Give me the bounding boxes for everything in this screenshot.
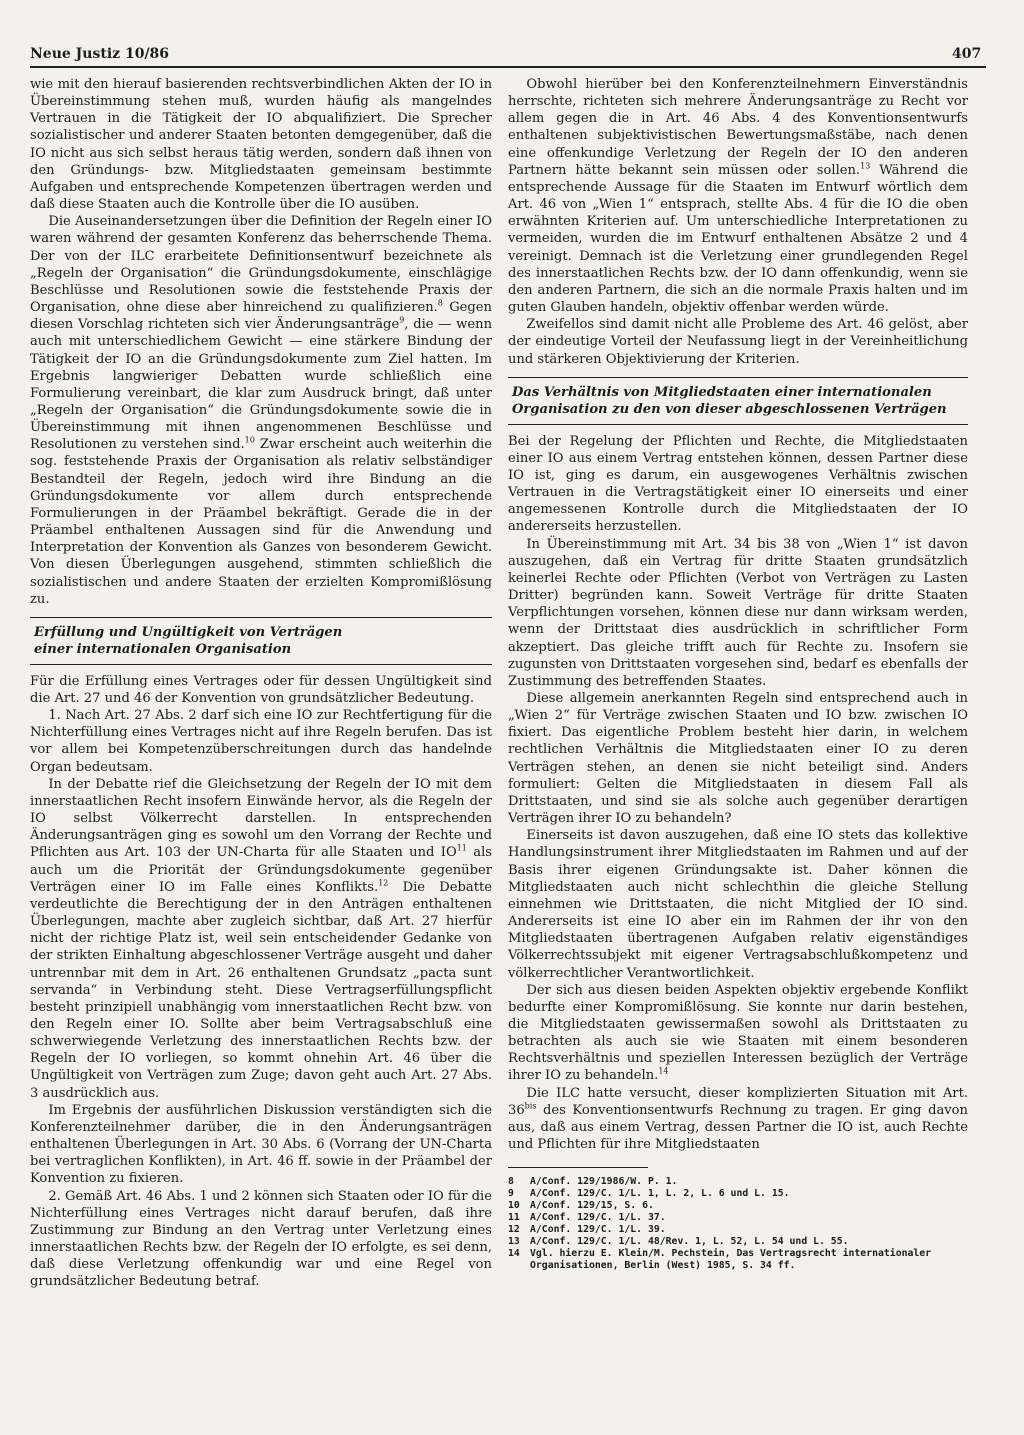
paragraph: Einerseits ist davon auszugehen, daß eine IO stets das kollektive Handlungsinstrument ihrer Mitgliedstaaten im Rahmen und auf der Basis ihrer eigenen Gründungsakte ist. Daher können die Mitgliedstaaten auch nicht schlechthin die gleiche Stellung einnehmen wie Drittstaaten, die nicht Mitglied der IO sind. Andererseits ist eine IO aber ein im Rahmen der ihr von den Mitgliedstaaten übertragenen Aufgaben relativ eigenständiges Völkerrechtssubjekt mit eigener Vertragsabschlußkompetenz und völkerrechtlicher Verantwortlichkeit. (508, 828, 968, 981)
footnote (508, 1188, 968, 1200)
footnote-text: A/Conf. 129/C. 1/L. 1, L. 2, L. 6 und L. 15. (530, 1188, 790, 1200)
text-run: In der Debatte rief die Gleichsetzung der Regeln der IO mit dem innerstaatlichen Recht insofern Einwände hervor, als die Regeln der IO selbst Völkerrecht darstellen. In entsprechenden Änderungsanträgen ging es sowohl um den Vorrang der Rechte und Pflichten aus Art. 103 der UN-Charta für alle Staaten und IO (30, 776, 492, 861)
footnote-ref: 13 (860, 161, 871, 171)
footnotes (508, 1176, 968, 1271)
text-run: Die ILC hatte versucht, dieser komplizierten Situation mit Art. 36 (508, 1085, 968, 1118)
paragraph: Im Ergebnis der ausführlichen Diskussion verständigten sich die Konferenzteilnehmer darüber, die in den Änderungsanträgen enthaltenen Überlegungen in Art. 30 Abs. 6 (Vorrang der UN-Charta bei vertraglichen Konflikten), in Art. 46 ff. sowie in der Präambel der Konvention zu fixieren. (30, 1102, 492, 1187)
footnote-text: A/Conf. 129/15, S. 6. (530, 1200, 654, 1212)
paragraph: wie mit den hierauf basierenden rechtsverbindlichen Akten der IO in Übereinstimmung stehen muß, wurden häufig als mangelndes Vertrauen in die Tätigkeit der IO abqualifiziert. Die Sprecher sozialistischer und anderer Staaten betonten demgegenüber, daß die IO nicht aus sich selbst heraus tätig werden, sondern daß ihnen von den Gründungs- bzw. Mitgliedstaaten gemeinsam bestimmte Aufgaben und entsprechende Kompetenzen übertragen werden und daß diese Staaten auch die Kontrolle über die IO ausüben. (30, 77, 492, 213)
text-run: des Konventionsentwurfs Rechnung zu tragen. Er ging davon aus, daß aus einem Vertrag, dessen Partner die IO ist, auch Rechte und Pflichten für ihre Mitgliedstaaten (508, 1102, 968, 1153)
paragraph: Bei der Regelung der Pflichten und Rechte, die Mitgliedstaaten einer IO aus einem Vertrag entstehen können, dessen Partner diese IO ist, ging es darum, ein ausgewogenes Verhältnis zwischen Vertrauen in die Vertragstätigkeit einer IO einerseits und einer angemessenen Kontrolle durch die Mitgliedstaaten der IO andererseits herzustellen. (508, 433, 968, 535)
footnote (508, 1200, 968, 1212)
footnote-number: 10 (508, 1200, 520, 1212)
text-run: Der sich aus diesen beiden Aspekten objektiv ergebende Konflikt bedurfte einer Kompromißlösung. Sie konnte nur darin bestehen, die Mitgliedstaaten gewissermaßen sowohl als Drittstaaten zu betrachten als auch sie wie Staaten mit einem besonderen Rechtsverhältnis und speziellen Interessen bezüglich der Verträge ihrer IO zu behandeln. (508, 982, 968, 1084)
footnote-ref: 9 (399, 315, 405, 325)
text-run: als auch um die Priorität der Gründungsdokumente gegenüber Verträgen einer IO im Falle eines Konflikts. (30, 845, 492, 895)
footnote (508, 1248, 968, 1272)
footnote-text: A/Conf. 129/1986/W. P. 1. (530, 1176, 678, 1188)
footnote-number: 8 (508, 1176, 514, 1188)
paragraph (508, 1085, 968, 1154)
section-heading (30, 617, 492, 665)
footnote-number: 14 (508, 1247, 520, 1259)
text-run: , die — wenn auch mit unterschiedlichem Gewicht — eine stärkere Bindung der Tätigkeit der IO an die Gründungsdokumente zum Ziel hatten. Im Ergebnis langwieriger Debatten wurde schließlich eine Formulierung vereinbart, die klar zum Ausdruck bringt, daß unter „Regeln der Organisation“ die Gründungsdokumente sowie die in Übereinstimmung mit ihnen angenommenen Beschlüsse und Resolutionen zu verstehen sind. (30, 317, 492, 453)
paragraph: Zweifellos sind damit nicht alle Probleme des Art. 46 gelöst, aber der eindeutige Vorteil der Neufassung liegt in der Vereinheitlichung und stärkeren Objektivierung der Kriterien. (508, 317, 968, 367)
text-run: Während die entsprechende Aussage für die Staaten im Entwurf wörtlich dem Art. 46 von „Wien 1“ entsprach, stellte Abs. 4 für die IO die oben erwähnten Kriterien auf. Um unterschiedliche Interpretationen zu vermeiden, wurden die im Entwurf enthaltenen Absätze 2 und 4 vereinigt. Demnach ist die Verletzung einer grundlegenden Regel des innerstaatlichen Rechts bzw. der IO dann offenkundig, wenn sie den anderen Partnern, die sich an die normale Praxis halten und im guten Glauben handeln, objektiv offenbar werden würde. (508, 162, 969, 316)
footnote (508, 1236, 968, 1248)
footnote-ref: 14 (658, 1067, 669, 1077)
footnote-text: A/Conf. 129/C. 1/L. 37. (530, 1211, 666, 1223)
section-heading-line: Organisation zu den von dieser abgeschlossenen Verträgen (512, 401, 947, 417)
footnote-ref: 11 (456, 844, 467, 854)
paragraph: Diese allgemein anerkannten Regeln sind entsprechend auch in „Wien 2“ für Verträge zwischen Staaten und IO bzw. zwischen IO fixiert. Das eigentliche Problem besteht hier darin, in welchem rechtlichen Verhältnis die Mitgliedstaaten einer IO zu deren Verträgen stehen, an denen sie nicht beteiligt sind. Anders formuliert: Gelten die Mitgliedstaaten in diesem Fall als Drittstaaten, und sind sie als solche auch gegenüber derartigen Verträgen ihrer IO zu behandeln? (508, 691, 968, 827)
footnote (508, 1224, 968, 1236)
footnote-text: Vgl. hierzu E. Klein/M. Pechstein, Das Vertragsrecht internationaler Organisationen, Berlin (West) 1985, S. 34 ff. (530, 1247, 932, 1271)
footnote (508, 1176, 968, 1188)
paragraph: 1. Nach Art. 27 Abs. 2 darf sich eine IO zur Rechtfertigung für die Nichterfüllung eines Vertrages nicht auf ihre Regeln berufen. Das ist vor allem bei Kompetenzüberschreitungen durch das handelnde Organ bedeutsam. (30, 708, 492, 775)
footnote-number: 11 (508, 1211, 520, 1223)
footnote-text: A/Conf. 129/C. 1/L. 48/Rev. 1, L. 52, L. 54 und L. 55. (530, 1235, 849, 1247)
text-run: Gegen diesen Vorschlag richteten sich vier Änderungsanträge (30, 300, 492, 333)
footnote-number: 12 (508, 1223, 520, 1235)
text-run: Die Debatte verdeutlichte die Berechtigung der in den Anträgen enthaltenen Überlegungen, machte aber zugleich sichtbar, daß Art. 27 hierfür nicht der richtige Platz ist, weil sein entscheidender Gedanke von der strikten Einhaltung abgeschlossener Verträge ausgeht und daher untrennbar mit dem in Art. 26 enthaltenen Grundsatz „pacta sunt servanda“ in Verbindung steht. Diese Vertragserfüllungspflicht besteht prinzipiell unabhängig vom innerstaatlichen Recht bzw. von den Regeln einer IO. Sollte aber beim Vertragsabschluß eine schwerwiegende Verletzung des innerstaatlichen Rechts bzw. der Regeln der IO vorliegen, so kommt ohnehin Art. 46 über die Ungültigkeit von Verträgen zum Zuge; davon geht auch Art. 27 Abs. 3 ausdrücklich aus. (30, 879, 492, 1101)
footnote-ref: 12 (378, 878, 389, 888)
footnote-number: 13 (508, 1235, 520, 1247)
footnote-ref: 10 (244, 435, 255, 445)
paragraph: Für die Erfüllung eines Vertrages oder für dessen Ungültigkeit sind die Art. 27 und 46 der Konvention von grundsätzlicher Bedeutung. (30, 673, 492, 706)
text-run: Die Auseinandersetzungen über die Definition der Regeln einer IO waren während der gesamten Konferenz das beherrschende Thema. Der von der ILC erarbeitete Definitionsentwurf bezeichnete als „Regeln der Organisation“ die Gründungsdokumente, einschlägige Beschlüsse und Resolutionen sowie die feststehende Praxis der Organisation, ohne diese aber hinreichend zu qualifizieren. (30, 214, 492, 316)
right-column (508, 76, 968, 1271)
section-heading-line: Das Verhältnis von Mitgliedstaaten einer internationalen (512, 384, 932, 400)
section-heading (508, 377, 968, 425)
paragraph (508, 76, 968, 316)
footnote-number: 9 (508, 1188, 514, 1200)
running-head: Neue Justiz 10/86 (30, 46, 170, 62)
footnote-ref: 8 (437, 298, 443, 308)
page-number: 407 (952, 46, 982, 62)
paragraph (30, 776, 492, 1102)
footnote-text: A/Conf. 129/C. 1/L. 39. (530, 1223, 666, 1235)
text-run: Zwar erscheint auch weiterhin die sog. feststehende Praxis der Organisation als relativ selbständiger Bestandteil der Regeln, jedoch wird ihre Bindung an die Gründungsdokumente vor allem durch entsprechende Formulierungen in der Präambel bekräftigt. Gerade die in der Präambel enthaltenen Aussagen sind für die Anwendung und Interpretation der Konvention als Ganzes von besonderem Gewicht. Von diesen Überlegungen ausgehend, stimmten schließlich die sozialistischen und andere Staaten der erzielten Kompromißlösung zu. (30, 437, 492, 607)
section-heading-line: Erfüllung und Ungültigkeit von Verträgen (34, 624, 343, 640)
footnote-rule (508, 1167, 648, 1168)
left-column (30, 76, 492, 1290)
paragraph: In Übereinstimmung mit Art. 34 bis 38 von „Wien 1“ ist davon auszugehen, daß ein Vertrag für dritte Staaten grundsätzlich keinerlei Rechte oder Pflichten (Verbot von Verträgen zu Lasten Dritter) begründen kann. Soweit Verträge für dritte Staaten Verpflichtungen vorsehen, können diese nur dann wirksam werden, wenn der Drittstaat dies ausdrücklich in schriftlicher Form akzeptiert. Das gleiche trifft auch für Rechte zu. Insofern sie zugunsten von Drittstaaten vorgesehen sind, bedarf es ebenfalls der Zustimmung des betreffenden Staates. (508, 536, 968, 689)
header-rule (30, 66, 986, 68)
paragraph (30, 213, 492, 608)
footnote (508, 1212, 968, 1224)
paragraph (508, 982, 968, 1085)
paragraph: 2. Gemäß Art. 46 Abs. 1 und 2 können sich Staaten oder IO für die Nichterfüllung eines Vertrages nicht darauf berufen, daß ihre Zustimmung zur Bindung an den Vertrag unter Verletzung eines innerstaatlichen Rechts bzw. der Regeln der IO erfolgte, es sei denn, daß diese Verletzung offenkundig war und eine Regel von grundsätzlicher Bedeutung betraf. (30, 1188, 492, 1290)
section-heading-line: einer internationalen Organisation (34, 641, 292, 657)
superscript-bis: bis (524, 1101, 537, 1111)
text-run: Obwohl hierüber bei den Konferenzteilnehmern Einverständnis herrschte, richteten sich mehrere Änderungsanträge zu Recht vor allem gegen die in Art. 46 Abs. 4 des Konventionsentwurfs enthaltenen subjektivistischen Bewertungsmaßstäbe, nach denen eine offenkundige Verletzung der Regeln der IO den anderen Partnern hätte bekannt sein müssen oder sollen. (508, 77, 968, 178)
